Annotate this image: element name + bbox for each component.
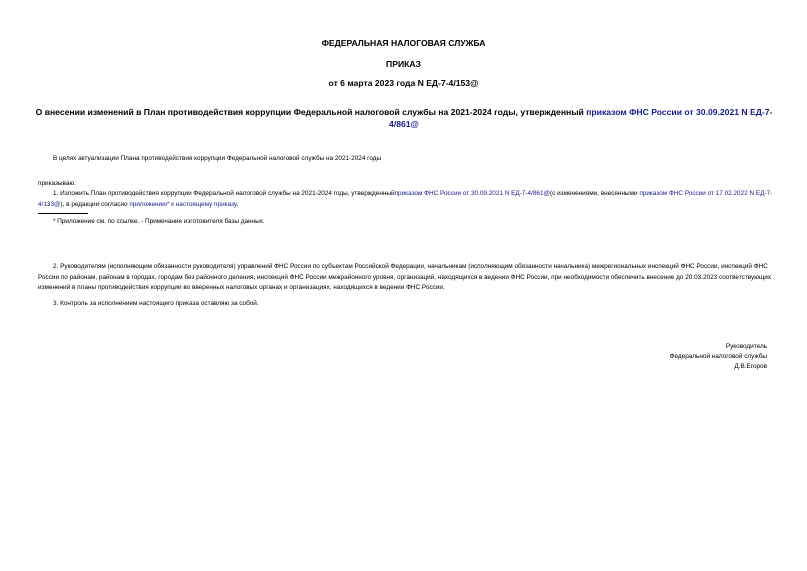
date-number-heading: от 6 марта 2023 года N ЕД-7-4/153@ <box>328 78 479 88</box>
signature-name: Д.В.Егоров <box>734 363 767 370</box>
item-1-end: . <box>236 200 239 208</box>
item-3-paragraph: 3. Контроль за исполнением настоящего приказа оставляю за собой. <box>53 300 259 307</box>
document-title <box>34 106 774 130</box>
title-text: О внесении изменений в План противодействия коррупции Федеральной налоговой службы на 2021-2024 годы, утвержденный <box>35 107 587 117</box>
title-link[interactable]: приказом ФНС России от 30.09.2021 N ЕД-7-4/861@ <box>389 107 773 129</box>
item-1-paragraph <box>38 189 773 210</box>
item-1-text-2: (с изменениями, внесенными <box>550 190 640 197</box>
prikazyvayu-text: приказываю: <box>38 180 76 187</box>
item-1-link-order[interactable]: приказом ФНС России от 30.09.2021 N ЕД-7-4/861@ <box>394 190 550 197</box>
doc-type-heading: ПРИКАЗ <box>386 59 421 69</box>
item-2-paragraph: 2. Руководителям (исполняющим обязанности руководителя) управлений ФНС России по субъектам Российской Федерации, начальникам (исполняющим обязанности начальника) межрегиональных инспекций ФНС России, инспекций ФНС России по районам, районам в городах, городам без районного деления, инспекций ФНС России межрайонного уровня, организаций, находящихся в ведении ФНС России, при необходимости обеспечить внесение до 20.03.2023 соответствующих изменений в планы противодействия коррупции во вверенных налоговых органах и организациях, находящихся в ведении ФНС России. <box>38 263 772 291</box>
item-1-link-amendment[interactable]: приказом ФНС России от 17.02.2022 N ЕД-7-4/133@ <box>38 190 773 208</box>
signature-organization: Федеральной налоговой службы <box>669 353 767 360</box>
item-1-text-3: ), в редакции согласно <box>60 200 130 208</box>
footnote-text: * Приложение см. по ссылке. - Примечание изготовителя базы данных. <box>53 218 265 225</box>
item-1-link-appendix[interactable]: приложению* к настоящему приказу <box>129 200 237 208</box>
signature-position: Руководитель <box>725 343 767 350</box>
org-heading: ФЕДЕРАЛЬНАЯ НАЛОГОВАЯ СЛУЖБА <box>321 38 486 48</box>
intro-paragraph: В целях актуализации Плана противодействия коррупции Федеральной налоговой службы на 2021-2024 годы <box>53 155 382 162</box>
item-1-text: 1. Изложить План противодействия коррупции Федеральной налоговой службы на 2021-2024 годы, утвержденный <box>53 190 395 197</box>
footnote-divider <box>38 213 88 214</box>
